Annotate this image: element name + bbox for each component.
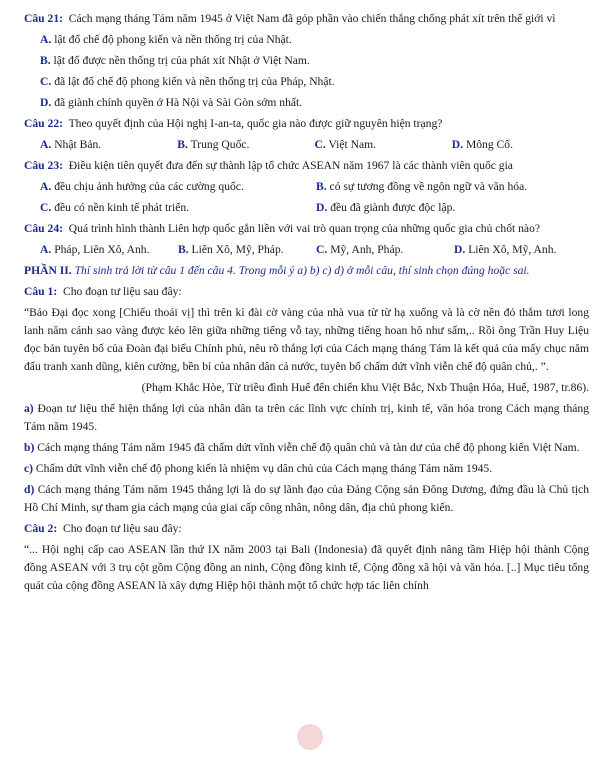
options-row [40, 136, 589, 154]
statement-label: b) [24, 441, 35, 454]
option-label: A. [40, 138, 52, 151]
option-a[interactable] [40, 136, 177, 154]
option-text: có sự tương đồng về ngôn ngữ và văn hóa. [329, 180, 528, 193]
question-text: Cách mạng tháng Tám năm 1945 ở Việt Nam đã góp phần vào chiến thắng chống phát xít trên thế giới vì [68, 12, 556, 25]
option-d[interactable] [454, 241, 589, 259]
option-c[interactable] [316, 241, 454, 259]
part-title: PHẦN II. [24, 264, 72, 277]
part2-question-2 [24, 520, 589, 538]
option-a[interactable] [40, 178, 316, 196]
option-label: C. [40, 201, 52, 214]
option-label: C. [316, 243, 328, 256]
option-label: B. [178, 243, 189, 256]
option-text: đều chịu ảnh hưởng của các cường quốc. [54, 180, 244, 193]
option-text: đã lật đổ chế độ phong kiến và nền thống trị của Pháp, Nhật. [54, 75, 335, 88]
source-quote: “Bảo Đại đọc xong [Chiếu thoái vị] thì trên kì đài cờ vàng của nhà vua từ từ hạ xuống và là cờ nền đỏ thắm tươi long lanh năm cánh sao vàng được kéo lên giữa những tiếng vỗ tay, những tiếng hoan hô như sấm,.. Rồi ông Trần Huy Liệu đọc bản tuyên bố của Đoàn đại biểu Chính phủ, nêu rõ thắng lợi của Cách mạng tháng Tám là kết quả của mấy chục năm đấu tranh xanh dũng, kiên cường, bền bỉ của nhân dân cả nước, tuyên bố chấm dứt vĩnh viễn chế độ quân chủ,. ”. [24, 306, 589, 373]
option-label: D. [316, 201, 328, 214]
question-21 [24, 10, 589, 28]
option-d[interactable] [452, 136, 589, 154]
statement-text: Cách mạng tháng Tám năm 1945 thắng lợi là do sự lãnh đạo của Đảng Cộng sản Đông Dương, đứng đầu là Chủ tịch Hồ Chí Minh, sự tham gia cách mạng của giai cấp công nhân, nông dân, địa chủ phong kiến. [24, 483, 589, 514]
statement-c[interactable] [24, 460, 589, 478]
option-label: A. [40, 243, 52, 256]
option-text: Nhật Bản. [54, 138, 102, 151]
option-text: đã giành chính quyền ở Hà Nội và Sài Gòn sớm nhất. [54, 96, 303, 109]
statement-text: Chấm dứt vĩnh viễn chế độ phong kiến là nhiệm vụ dân chủ của Cách mạng tháng Tám năm 1945. [35, 462, 493, 475]
question-text: Theo quyết định của Hội nghị I-an-ta, quốc gia nào được giữ nguyên hiện trạng? [68, 117, 443, 130]
question-number: Câu 23: [24, 159, 63, 172]
statement-a[interactable] [24, 400, 589, 436]
option-c[interactable] [40, 199, 316, 217]
statement-label: c) [24, 462, 34, 475]
part-2-heading [24, 262, 589, 280]
options-row [40, 178, 589, 196]
option-text: lật đổ chế độ phong kiến và nền thống trị của Nhật. [54, 33, 292, 46]
option-label: B. [316, 180, 327, 193]
options-row [40, 199, 589, 217]
option-label: D. [454, 243, 466, 256]
option-text: đều đã giành được độc lập. [330, 201, 456, 214]
option-label: B. [177, 138, 188, 151]
question-text: Quá trình hình thành Liên hợp quốc gắn liền với vai trò quan trọng của những quốc gia chủ chốt nào? [68, 222, 541, 235]
option-label: C. [40, 75, 52, 88]
question-text: Điều kiện tiên quyết đưa đến sự thành lập tổ chức ASEAN năm 1967 là các thành viên quốc gia [68, 159, 513, 172]
option-b[interactable] [178, 241, 316, 259]
exam-page [24, 10, 589, 598]
option-text: Mỹ, Anh, Pháp. [330, 243, 404, 256]
statement-b[interactable] [24, 439, 589, 457]
option-b[interactable] [40, 52, 589, 70]
question-23 [24, 157, 589, 175]
option-text: Việt Nam. [328, 138, 377, 151]
part2-question-1 [24, 283, 589, 301]
option-text: Liên Xô, Mỹ, Pháp. [191, 243, 284, 256]
option-a[interactable] [40, 31, 589, 49]
option-c[interactable] [40, 73, 589, 91]
option-label: A. [40, 180, 52, 193]
option-b[interactable] [177, 136, 314, 154]
question-number: Câu 24: [24, 222, 63, 235]
question-number: Câu 2: [24, 522, 58, 535]
option-a[interactable] [40, 241, 178, 259]
option-b[interactable] [316, 178, 527, 196]
source-quote: “... Hội nghị cấp cao ASEAN lần thứ IX năm 2003 tại Bali (Indonesia) đã quyết định nâng tầm Hiệp hội thành Cộng đồng ASEAN với 3 trụ cột gồm Cộng đồng an ninh, Cộng đồng kinh tế, Cộng đồng xã hội và văn hóa. [..] Mục tiêu tổng quát của cộng đồng ASEAN là xây dựng Hiệp hội thành một tổ chức hợp tác liên chính [24, 543, 589, 592]
statement-label: a) [24, 402, 34, 415]
option-d[interactable] [40, 94, 589, 112]
statement-text: Cách mạng tháng Tám năm 1945 đã chấm dứt vĩnh viễn chế độ quân chủ và tàn dư của chế độ phong kiến Việt Nam. [37, 441, 580, 454]
question-number: Câu 1: [24, 285, 58, 298]
option-text: Mông Cổ. [465, 138, 513, 151]
statement-label: d) [24, 483, 35, 496]
question-intro: Cho đoạn tư liệu sau đây: [62, 522, 182, 535]
option-text: Trung Quốc. [190, 138, 250, 151]
question-number: Câu 22: [24, 117, 63, 130]
option-text: Pháp, Liên Xô, Anh. [54, 243, 150, 256]
option-label: B. [40, 54, 51, 67]
option-label: A. [40, 33, 52, 46]
option-text: Liên Xô, Mỹ, Anh. [468, 243, 557, 256]
part-instruction: Thí sinh trả lời từ câu 1 đến câu 4. Trong mỗi ý a) b) c) d) ở mỗi câu, thí sinh chọn đúng hoặc sai. [74, 264, 530, 277]
question-22 [24, 115, 589, 133]
source-citation: (Phạm Khắc Hòe, Từ triều đình Huế đến chiến khu Việt Bắc, Nxb Thuận Hóa, Huế, 1987, tr.86). [141, 381, 589, 394]
option-label: D. [451, 138, 464, 151]
statement-d[interactable] [24, 481, 589, 517]
question-number: Câu 21: [24, 12, 63, 25]
option-text: lật đổ được nền thống trị của phát xít Nhật ở Việt Nam. [53, 54, 310, 67]
question-intro: Cho đoạn tư liệu sau đây: [62, 285, 182, 298]
option-d[interactable] [316, 199, 455, 217]
option-text: đều có nền kinh tế phát triển. [54, 201, 190, 214]
option-label: C. [314, 138, 326, 151]
question-24 [24, 220, 589, 238]
option-label: D. [40, 96, 52, 109]
statement-text: Đoạn tư liệu thể hiện thắng lợi của nhân dân ta trên các lĩnh vực chính trị, kinh tế, văn hóa trong Cách mạng tháng Tám năm 1945. [24, 402, 589, 433]
option-c[interactable] [315, 136, 452, 154]
options-row [40, 241, 589, 259]
watermark-stamp [297, 724, 323, 750]
